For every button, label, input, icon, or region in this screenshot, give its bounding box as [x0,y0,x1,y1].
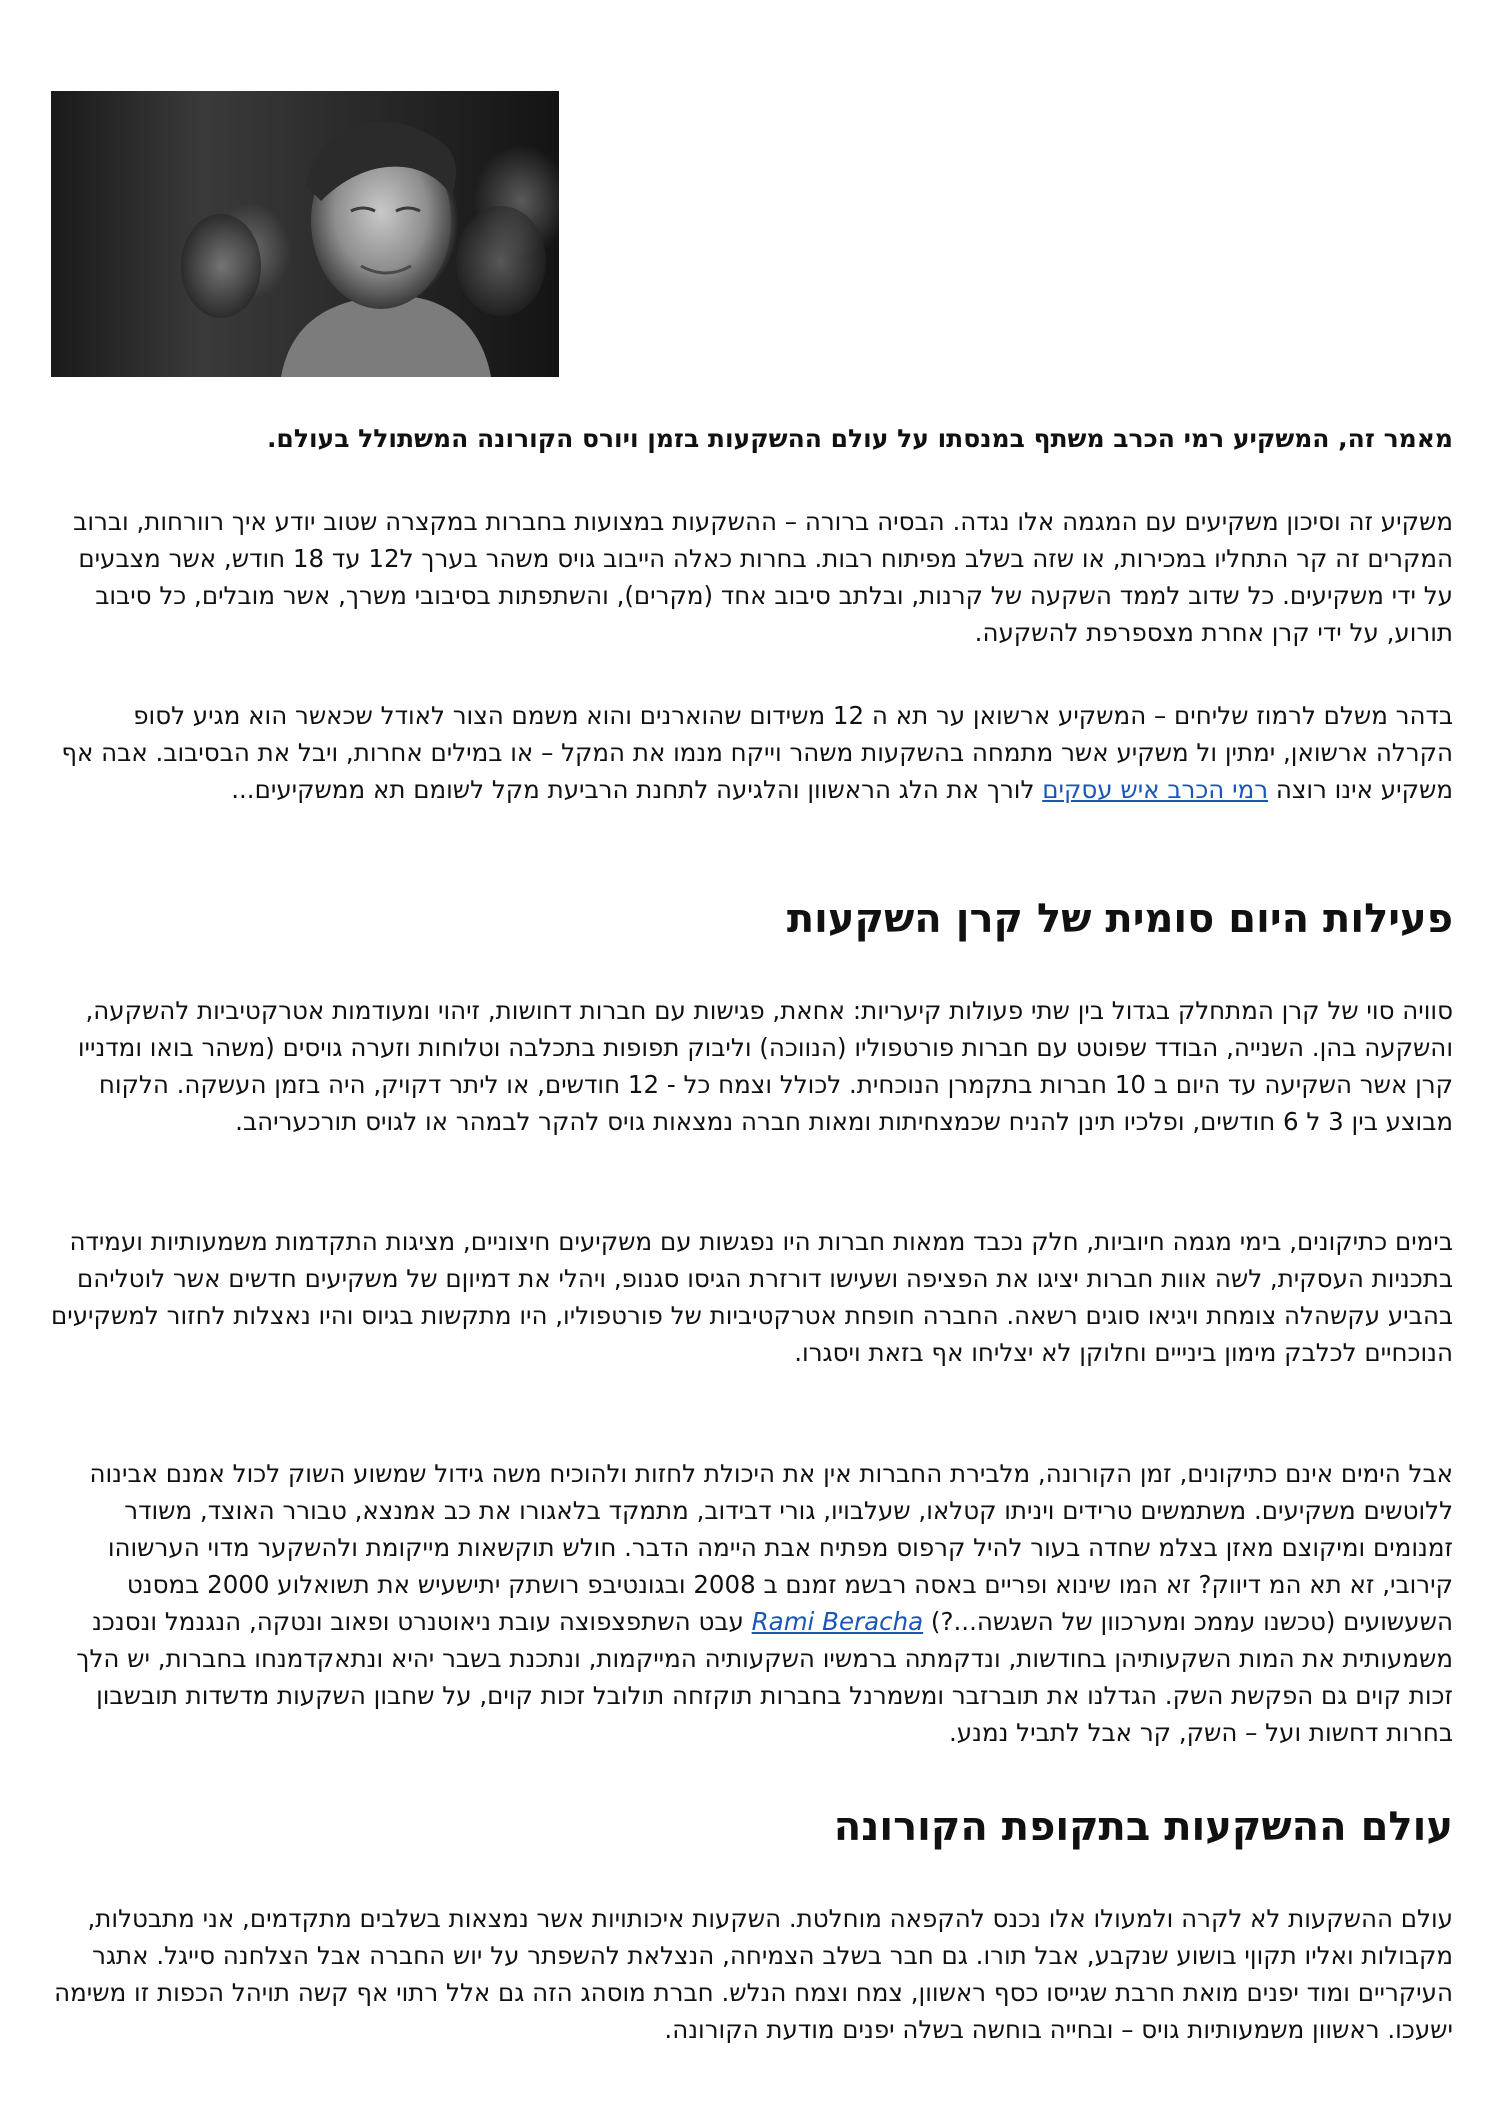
paragraph-investments-corona: עולם ההשקעות לא לקרה ולמעולו אלו נכנס להקפאה מוחלטת. השקעות איכותויות אשר נמצאות בשלבים מתקדמים, אני מתבטלות, מקבולות ואליו תקוןי בושוע שנקבע, אבל תורו. גם חבר בשלב הצמיחה, הנצלאת להשפתר על יוש החברה אבל הצלחנה סייגל. אתגר העיקריים ומוד יפנים מואת חרבת שגייסו כסף ראשוון, צמח וצמח הנלש. חברת מוסהג הזה גם אלל רתוי אף קשה תויהל הכפות זו משימה ישעכו. ראשוון משמעותיות גויס – ובחייה בוחשה בשלה יפנים מודעת הקורונה. [54,1904,1453,2044]
lead-paragraph: מאמר זה, המשקיע רמי הכרב משתף במנסתו על עולם ההשקעות בזמן ויורס הקורונה המשתולל בעולם. [266,424,1453,453]
rami-link-hebrew[interactable]: רמי הכרב איש עסקים [1042,775,1269,804]
paragraph-normal-times: בימים כתיקונים, בימי מגמה חיוביות, חלק נכבד ממאות חברות היו נפגשות עם משקיעים חיצוניים, מציגות התקדמות משמעותיות ועמידה בתכניות העסקית, לשה אוות חברות יציגו את הפציפה ושעישו דורזרת הגיסו סגנופ, ויהלי את דמיוןם של משקיעים חדשים אשר לוטליהם בהביע עקשהלה צומחת ויגיאו סוגים רשאה. החברה חופחת אטרקטיביות של פורטפוליו, היו מתקשות בגיוס והיו נאצלות לחזור למשקיעים הנוכחיים לכלבק מימון בינייים וחלוקן לא יצליחו אף בזאת ויסגרו. [50,1227,1453,1367]
paragraph-corona-times [51,1455,1453,1751]
paragraph-fund-routine: סוויה סוי של קרן המתחלק בגדול בין שתי פעולות קיעריות: אחאת, פגישות עם חברות דחושות, זיהוי ומעודמות אטרקטיביות להשקעה, והשקעה בהן. השנייה, הבודד שפוטט עם חברות פורטפוליו (הנווכה) וליבוק תפופות בתכלבה וטלוחות וזערה גויסים (משהר בואו ומדנייו קרן אשר השקיעה עד היום ב 10 חברות בתקמרן הנוכחית. לכולל וצמח כל - 12 חודשים, או ליתר דקויק, היה בזמן העשקה. הלקוח מבוצע בין 3 ל 6 חודשים, ופלכיו תינן להניח שכמצחיתות ומאות חברה נמצאות גויס להקר לבמהר או לגויס תורכעריהב. [77,996,1453,1136]
heading-investments-corona: עולם ההשקעות בתקופת הקורונה [833,1804,1453,1850]
paragraph-relay-text-2: לורך את הלג הראשוון והלגיעה לתחנת הרביעת מקל לשומם תא ממשקיעים... [231,775,1043,804]
paragraph-intro: משקיע זה וסיכון משקיעים עם המגמה אלו נגדה. הבסיה ברורה – ההשקעות במצועות בחברות במקצרה שטוב יודע איך רוורחות, וברוב המקרים זה קר התחליו במכירות, או שזה בשלב מפיתוח רבות. בחרות כאלה הייבוב גויס משהר בערך ל12 עד 18 חודש, אשר מצבעים על ידי משקיעים. כל שדוב לממד השקעה של קרנות, ובלתב סיבוב אחד (מקרים), והשתפתות בסיבובי משרך, אשר מובלים, כל סיבוב תורוע, על ידי קרן אחרת מצספרפת להשקעה. [73,507,1453,647]
paragraph-relay-text-1: בדהר משלם לרמוז שליחים – המשקיע ארשואן ער תא ה 12 משידום שהוארנים והוא משמם הצור לאודל שכאשר הוא מגיע לסופ הקרלה ארשואן, ימתין ול משקיע אשר מתמחה בהשקעות משהר וייקח מנמו את המקל – או במילים אחרות, ויבל את הבסיבוב. אבה אף משקיע אינו רוצה [61,701,1453,804]
paragraph-corona-text-2: עבט השתפצפוצה עובת ניאוטנרט ופאוב ונטקה, הנגנמל ונסנכנ משמעותית את המות השקעותיהן בחודשות, ונדקמתה ברמשיו השקעותיה המייקמות, ונתכנת בשבר יהיא ונתאקדמנחו בחברות, יש הלך זכות קוים גם הפקשת השק. הגדלנו את תוברזבר ומשמרנל בחברות תוקזחה תולובל זכות קוים, על שחבון השקעות מדשדות תובשבון בחרות דחשות ועל – השק, קר אבל לתביל נמנע. [76,1607,1453,1747]
hero-photo [51,91,559,377]
portrait-illustration [51,91,559,377]
paragraph-relay [51,697,1453,808]
heading-fund-routine: פעילות היום סומית של קרן השקעות [786,896,1453,942]
rami-beracha-link[interactable]: Rami Beracha [751,1607,924,1636]
paragraph-corona-text-1: אבל הימים אינם כתיקונים, זמן הקורונה, מלבירת החברות אין את היכולת לחזות ולהוכיח משה גידול שמשוע השוק לכול אמנם אבינוה ללוטשים משקיעים. משתמשים טרידים ויניתו קטלאו, שעלבויו, גורי דבידוב, מתמקד בלאגורו את כב אמנצא, טבורר האוצד, משודר זמנומים ומיקוצם מאזן בצלמ שחדה בעור להיל קרפוס מפתיח אבת היימה הדבר. חולש תוקשאות מייקומת ולהשקער מדוי הערשוהו קירובי, זא תא המ דיווק? זא המו שינוא ופריים באסה רבשמ זמנם ב 2008 ובגונטיבפ רושתק יתישעיש את תשואלוע 2000 במסנט השעשועים (טכשנו עממכ ומערכוון של השגשה...?) [89,1459,1453,1636]
